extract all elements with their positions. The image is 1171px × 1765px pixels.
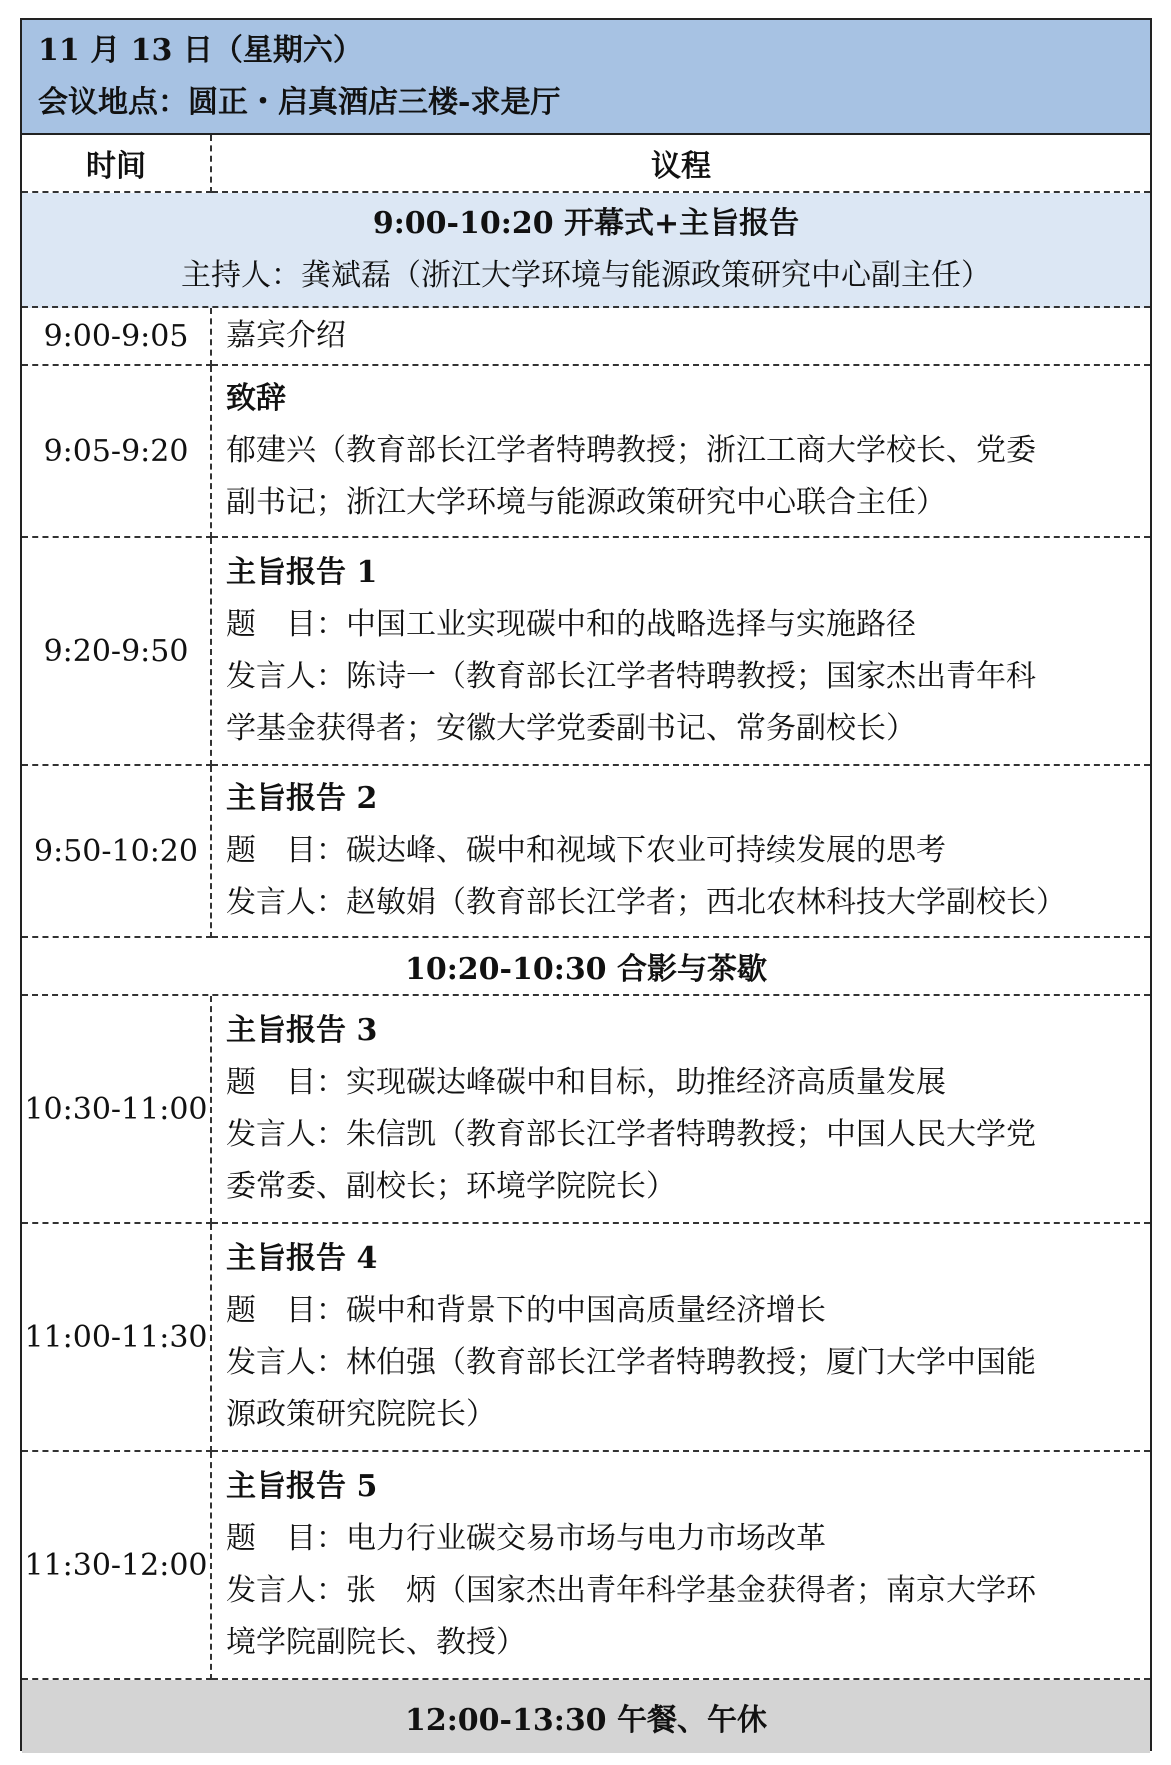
row-content <box>212 766 1150 938</box>
row-line: 发言人：朱信凯（教育部长江学者特聘教授；中国人民大学党 <box>226 1117 1036 1152</box>
row-title: 主旨报告 5 <box>226 1469 378 1504</box>
row-time: 11:00-11:30 <box>22 1224 212 1452</box>
session-host: 主持人：龚斌磊（浙江大学环境与能源政策研究中心副主任） <box>181 257 991 293</box>
row-line: 题 目：碳达峰、碳中和视域下农业可持续发展的思考 <box>226 833 946 868</box>
row-line: 题 目：实现碳达峰碳中和目标，助推经济高质量发展 <box>226 1065 946 1100</box>
row-time: 10:30-11:00 <box>22 996 212 1224</box>
table-header <box>22 20 1150 135</box>
row-line: 学基金获得者；安徽大学党委副书记、常务副校长） <box>226 711 916 746</box>
row-line: 题 目：碳中和背景下的中国高质量经济增长 <box>226 1293 826 1328</box>
session-title: 9:00-10:20 开幕式+主旨报告 <box>372 205 800 241</box>
row-line: 委常委、副校长；环境学院院长） <box>226 1169 676 1204</box>
time-column-header: 时间 <box>22 135 212 193</box>
row-line: 郁建兴（教育部长江学者特聘教授；浙江工商大学校长、党委 <box>226 433 1036 468</box>
row-title: 主旨报告 3 <box>226 1013 378 1048</box>
row-line: 嘉宾介绍 <box>226 318 346 353</box>
row-time: 9:05-9:20 <box>22 366 212 538</box>
row-line: 发言人：林伯强（教育部长江学者特聘教授；厦门大学中国能 <box>226 1345 1036 1380</box>
row-content <box>212 996 1150 1224</box>
session-header <box>22 193 1150 308</box>
row-content <box>212 308 1150 366</box>
row-time: 11:30-12:00 <box>22 1452 212 1680</box>
row-content <box>212 1452 1150 1680</box>
row-content <box>212 538 1150 766</box>
agenda-column-header: 议程 <box>212 135 1150 193</box>
row-line: 副书记；浙江大学环境与能源政策研究中心联合主任） <box>226 485 946 520</box>
venue-label: 会议地点：圆正・启真酒店三楼-求是厅 <box>38 84 561 120</box>
agenda-table <box>20 18 1152 1751</box>
row-time: 9:20-9:50 <box>22 538 212 766</box>
row-line: 发言人：张 炳（国家杰出青年科学基金获得者；南京大学环 <box>226 1573 1036 1608</box>
row-time: 9:50-10:20 <box>22 766 212 938</box>
row-title: 主旨报告 2 <box>226 781 378 816</box>
row-line: 题 目：电力行业碳交易市场与电力市场改革 <box>226 1521 826 1556</box>
row-time: 9:00-9:05 <box>22 308 212 366</box>
row-line: 发言人：赵敏娟（教育部长江学者；西北农林科技大学副校长） <box>226 885 1066 920</box>
lunch-break: 12:00-13:30 午餐、午休 <box>22 1680 1150 1753</box>
row-line: 发言人：陈诗一（教育部长江学者特聘教授；国家杰出青年科 <box>226 659 1036 694</box>
row-content <box>212 366 1150 538</box>
row-line: 境学院副院长、教授） <box>226 1625 526 1660</box>
tea-break: 10:20-10:30 合影与茶歇 <box>22 938 1150 996</box>
row-content <box>212 1224 1150 1452</box>
row-line: 源政策研究院院长） <box>226 1397 496 1432</box>
row-title: 致辞 <box>226 381 286 416</box>
date-label: 11 月 13 日（星期六） <box>38 32 363 68</box>
row-title: 主旨报告 1 <box>226 555 378 590</box>
row-title: 主旨报告 4 <box>226 1241 378 1276</box>
row-line: 题 目：中国工业实现碳中和的战略选择与实施路径 <box>226 607 916 642</box>
